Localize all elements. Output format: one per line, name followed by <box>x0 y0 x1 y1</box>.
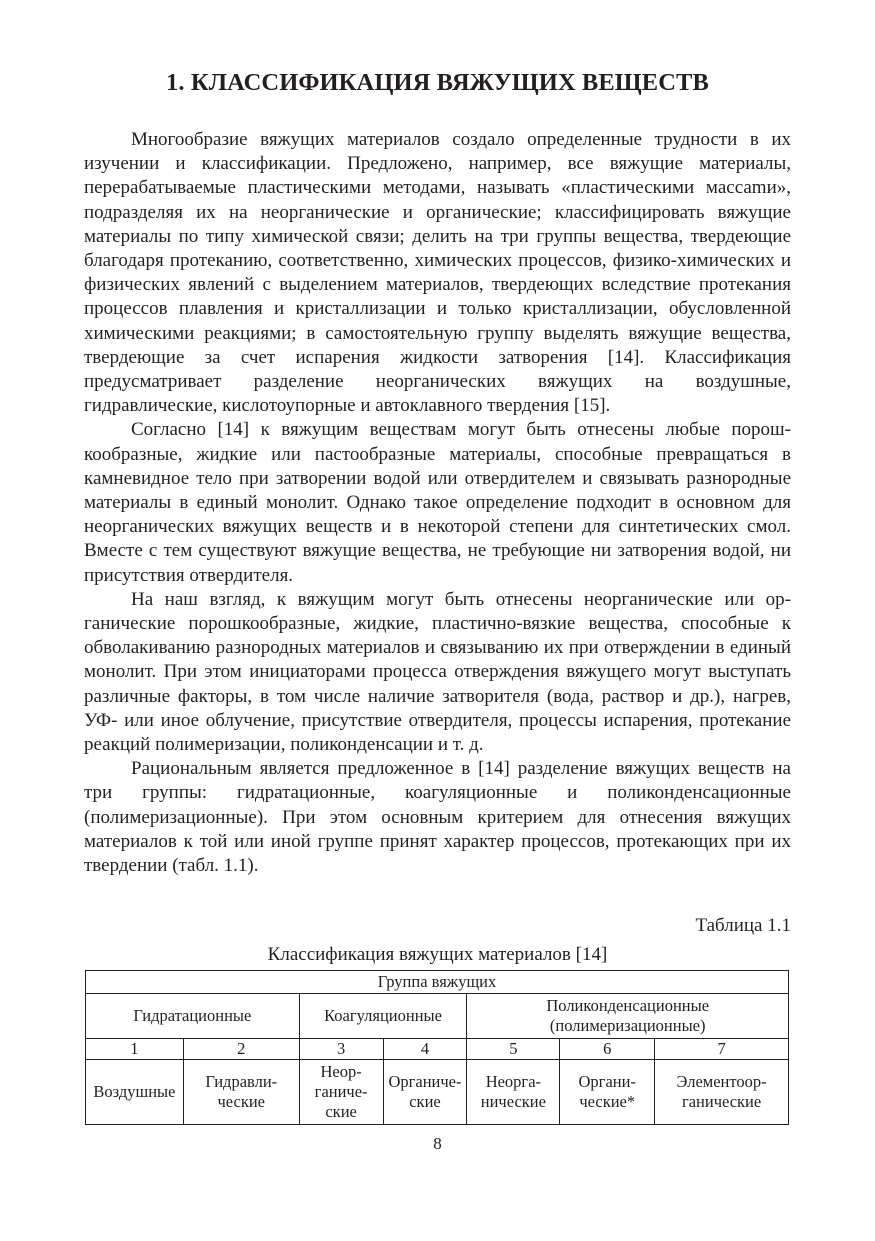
table-caption: Классификация вяжущих материалов [14] <box>267 944 608 965</box>
paragraph: Многообразие вяжущих материалов создало определенные трудности в их изучении и классификации. Предложено, например, все вяжущие материалы, перерабатываемые пластическими методами, называть «пластическими массаmи», подразделяя их на неорганические и органические; классифицировать вяжущие материалы по типу химической связи; делить на три группы вещества, твердеющие благодаря протеканию, соответственно, химических процессов, физико-химических и физических явлений с выделением материалов, твердеющих вследствие протекания процессов плавления и кристаллизации и только кристаллизации, обусловленной химическими реакциями; в самостоятельную группу выделять вяжущие вещества, твердеющие за счет испарения жидкости затворения [14]. Классификация предусматривает разделение неорганических вяжущих на воздушные, гидравлические, кислотоупорные и автоклавного твердения [15]. <box>84 129 791 417</box>
group-cell-hydration: Гидратационные <box>86 994 300 1039</box>
column-number-cell: 3 <box>299 1039 383 1060</box>
table-header-cell: Группа вяжущих <box>86 971 789 994</box>
table-number-row <box>86 1039 789 1060</box>
type-cell: Элементоорганические <box>655 1060 789 1125</box>
group-cell-polycondensation: Поликонденсационные (полимеризационные) <box>467 994 789 1039</box>
column-number-cell: 6 <box>560 1039 655 1060</box>
column-number-cell: 5 <box>467 1039 560 1060</box>
table-type-row <box>86 1060 789 1125</box>
table-label: Таблица 1.1 <box>695 915 791 936</box>
column-number-cell: 7 <box>655 1039 789 1060</box>
paragraph: Рациональным является предложенное в [14] разделение вяжущих веществ на три группы: гидратационные, коагуляционные и поликонденсационные (полимеризационные). При этом основным критерием для отнесения вяжущих материалов к той или иной группе принят характер процессов, протекающих при их твердении (табл. 1.1). <box>84 758 791 877</box>
type-cell: Воздушные <box>86 1060 184 1125</box>
group-cell-coagulation: Коагуляционные <box>299 994 467 1039</box>
paragraph: На наш взгляд, к вяжущим могут быть отнесены неорганические или органические порошкообразные, жидкие, пластично-вязкие вещества, способные к обволакиванию разнородных материалов и связыванию их при отверждении в единый монолит. При этом инициаторами процесса отверждения вяжущего могут выступать различные факторы, в том числе наличие затворителя (вода, раствор и др.), нагрев, УФ- или иное облучение, присутствие отвердителя, процессы испарения, протекание реакций полимеризации, поликонденсации и т. д. <box>84 588 791 756</box>
column-number-cell: 4 <box>383 1039 467 1060</box>
type-cell: Неорганические <box>299 1060 383 1125</box>
classification-table <box>85 970 789 1125</box>
table-group-row <box>86 994 789 1039</box>
table-header-row <box>86 971 789 994</box>
type-cell: Неорганические <box>467 1060 560 1125</box>
body-text <box>84 128 791 878</box>
column-number-cell: 1 <box>86 1039 184 1060</box>
type-cell: Органические* <box>560 1060 655 1125</box>
column-number-cell: 2 <box>183 1039 299 1060</box>
page-number: 8 <box>433 1134 442 1153</box>
chapter-title: 1. КЛАССИФИКАЦИЯ ВЯЖУЩИХ ВЕЩЕСТВ <box>166 69 709 96</box>
paragraph: Согласно [14] к вяжущим веществам могут быть отнесены любые порошкообразные, жидкие или пастообразные материалы, способные превращаться в камневидное тело при затворении водой или отвердителем и связывать разнородные материалы в единый монолит. Однако такое определение подходит в основном для неорганических вяжущих веществ и в некоторой степени для синтетических смол. Вместе с тем существуют вяжущие вещества, не требующие ни затворения водой, ни присутствия отвердителя. <box>84 419 791 586</box>
type-cell: Органические <box>383 1060 467 1125</box>
type-cell: Гидравлические <box>183 1060 299 1125</box>
